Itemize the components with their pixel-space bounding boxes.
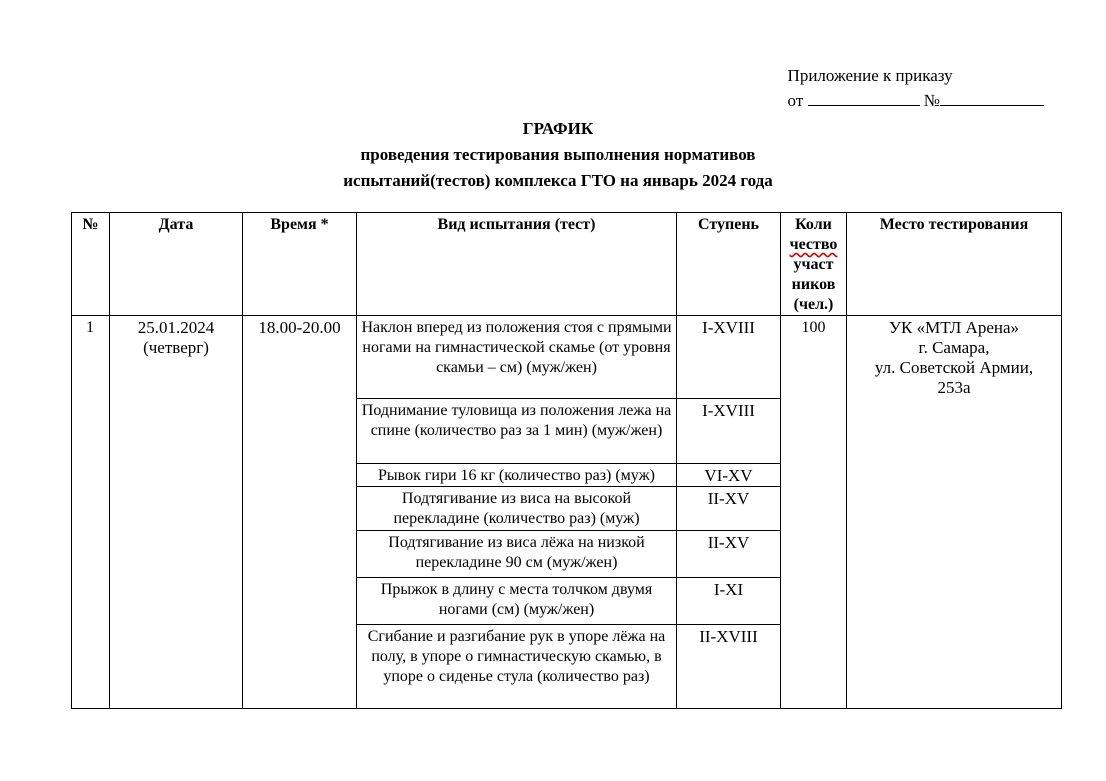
test-level: VI-XV [677,464,781,487]
test-name: Прыжок в длину с места толчком двумя ногами (см) (муж/жен) [357,578,677,625]
schedule-table [71,212,1062,709]
col-header-place: Место тестирования [847,213,1062,316]
row-count: 100 [781,316,847,709]
title-line-1: ГРАФИК [522,119,594,138]
count-header-part-1: Коли [795,216,832,233]
place-line-4: 253а [937,378,971,397]
test-level: I-XVIII [677,316,781,399]
row-time: 18.00-20.00 [243,316,357,709]
col-header-date: Дата [110,213,243,316]
order-number-blank [940,91,1044,106]
row-weekday: (четверг) [143,338,209,357]
row-number: 1 [72,316,110,709]
col-header-test: Вид испытания (тест) [357,213,677,316]
place-line-1: УК «МТЛ Арена» [888,318,1020,337]
test-name: Рывок гири 16 кг (количество раз) (муж) [357,464,677,487]
count-header-part-3: участ [793,256,834,273]
count-header-part-2: чество [789,236,838,253]
row-date-cell [110,316,243,709]
test-name: Наклон вперед из положения стоя с прямыми ногами на гимнастической скамье (от уровня скамьи – см) (муж/жен) [357,316,677,399]
title-line-2: проведения тестирования выполнения нормативов [360,145,756,164]
test-level: I-XVIII [677,399,781,464]
table-header-row [72,213,1062,316]
table-row [72,316,1062,399]
place-line-2: г. Самара, [918,338,990,357]
test-name: Поднимание туловища из положения лежа на спине (количество раз за 1 мин) (муж/жен) [357,399,677,464]
test-level: I-XI [677,578,781,625]
test-name: Подтягивание из виса лёжа на низкой перекладине 90 см (муж/жен) [357,531,677,578]
count-header-part-5: (чел.) [793,296,834,313]
appendix-block [788,66,1044,111]
appendix-title: Приложение к приказу [787,66,953,85]
test-name: Подтягивание из виса на высокой перекладине (количество раз) (муж) [357,487,677,531]
appendix-number-label: № [923,91,940,110]
test-level: II-XV [677,531,781,578]
appendix-from-label: от [787,91,804,110]
place-line-3: ул. Советской Армии, [874,358,1034,377]
test-name: Сгибание и разгибание рук в упоре лёжа на полу, в упоре о гимнастическую скамью, в упоре о сиденье стула (количество раз) [357,625,677,709]
test-level: II-XV [677,487,781,531]
document-title [0,116,1106,194]
col-header-time: Время * [243,213,357,316]
appendix-order-line [788,91,1044,111]
title-line-3: испытаний(тестов) комплекса ГТО на январь 2024 года [343,171,773,190]
row-date: 25.01.2024 [137,318,215,337]
count-header-part-4: ников [791,276,836,293]
col-header-num: № [72,213,110,316]
col-header-count [781,213,847,316]
order-date-blank [808,91,920,106]
row-place-cell [847,316,1062,709]
test-level: II-XVIII [677,625,781,709]
col-header-level: Ступень [677,213,781,316]
